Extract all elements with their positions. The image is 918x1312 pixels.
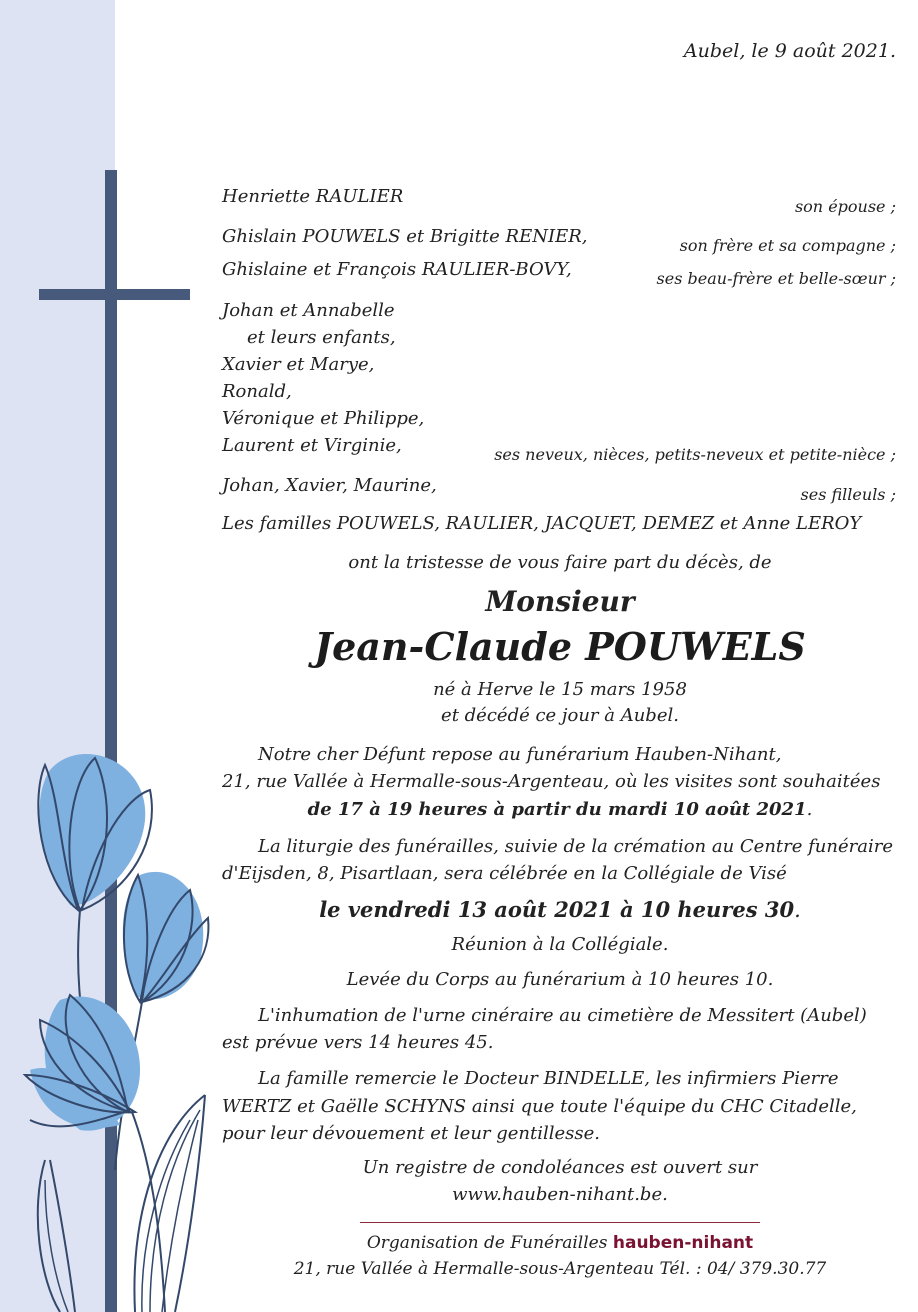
family-relation-brother: son frère et sa compagne ; bbox=[679, 236, 896, 255]
tulip-flowers-illustration bbox=[0, 740, 240, 1312]
nephew-line: et leurs enfants, bbox=[247, 327, 396, 348]
family-name-brother: Ghislain POUWELS et Brigitte RENIER, bbox=[222, 226, 588, 247]
liturgy-paragraph: d'Eijsden, 8, Pisartlaan, sera célébrée en la Collégiale de Visé bbox=[222, 863, 787, 884]
family-name-in-laws: Ghislaine et François RAULIER-BOVY, bbox=[222, 259, 572, 280]
deceased-title: Monsieur bbox=[485, 585, 635, 618]
thanks-paragraph: pour leur dévouement et leur gentillesse. bbox=[222, 1123, 601, 1144]
rest-paragraph: 21, rue Vallée à Hermalle-sous-Argenteau, où les visites sont souhaitées bbox=[222, 771, 881, 792]
period: . bbox=[806, 799, 813, 820]
family-relation-spouse: son épouse ; bbox=[794, 197, 896, 216]
announcement-text: ont la tristesse de vous faire part du décès, de bbox=[348, 552, 772, 573]
cross-bar bbox=[39, 289, 190, 300]
inhumation-paragraph: est prévue vers 14 heures 45. bbox=[222, 1032, 494, 1053]
family-relation-godchildren: ses filleuls ; bbox=[800, 485, 896, 504]
godchildren-names: Johan, Xavier, Maurine, bbox=[222, 475, 437, 496]
nephew-line: Xavier et Marye, bbox=[222, 354, 375, 375]
thanks-paragraph: WERTZ et Gaëlle SCHYNS ainsi que toute l'équipe du CHC Citadelle, bbox=[222, 1096, 857, 1117]
period: . bbox=[794, 898, 801, 922]
liturgy-paragraph: La liturgie des funérailles, suivie de la crémation au Centre funéraire bbox=[258, 836, 893, 857]
rest-paragraph: Notre cher Défunt repose au funérarium Hauben-Nihant, bbox=[258, 744, 782, 765]
leaf-outline bbox=[45, 1180, 68, 1312]
liturgy-date-text: le vendredi 13 août 2021 à 10 heures 30 bbox=[319, 897, 795, 922]
footer-address: 21, rue Vallée à Hermalle-sous-Argenteau Tél. : 04/ 379.30.77 bbox=[293, 1259, 827, 1279]
visit-hours bbox=[222, 799, 898, 821]
leaf-outline bbox=[50, 1160, 75, 1312]
visit-hours-text: de 17 à 19 heures à partir du mardi 10 août 2021 bbox=[307, 799, 807, 820]
deceased-name: Jean-Claude POUWELS bbox=[314, 624, 806, 669]
footer-organisation bbox=[222, 1232, 898, 1254]
inhumation-paragraph: L'inhumation de l'urne cinéraire au cimetière de Messitert (Aubel) bbox=[258, 1005, 867, 1026]
org-label: Organisation de Funérailles bbox=[366, 1233, 608, 1253]
footer-divider bbox=[360, 1222, 760, 1223]
liturgy-date bbox=[222, 897, 898, 923]
meeting-line: Réunion à la Collégiale. bbox=[451, 934, 669, 955]
brand-logo: hauben-nihant bbox=[612, 1233, 754, 1253]
family-relation-in-laws: ses beau-frère et belle-sœur ; bbox=[656, 269, 896, 288]
family-name-spouse: Henriette RAULIER bbox=[222, 186, 404, 207]
thanks-paragraph: La famille remercie le Docteur BINDELLE, les infirmiers Pierre bbox=[258, 1068, 839, 1089]
registry-line: Un registre de condoléances est ouvert sur bbox=[362, 1157, 758, 1178]
nephew-line: Johan et Annabelle bbox=[222, 300, 395, 321]
families-line: Les familles POUWELS, RAULIER, JACQUET, DEMEZ et Anne LEROY bbox=[222, 513, 862, 534]
nephew-line: Ronald, bbox=[222, 381, 292, 402]
family-relation-nephews: ses neveux, nièces, petits-neveux et petite-nièce ; bbox=[494, 445, 896, 464]
birth-line: né à Herve le 15 mars 1958 bbox=[433, 679, 687, 700]
nephew-line: Laurent et Virginie, bbox=[222, 435, 402, 456]
levee-line: Levée du Corps au funérarium à 10 heures 10. bbox=[346, 969, 774, 990]
registry-link[interactable]: www.hauben-nihant.be. bbox=[452, 1184, 668, 1205]
date-line: Aubel, le 9 août 2021. bbox=[683, 40, 896, 62]
nephew-line: Véronique et Philippe, bbox=[222, 408, 425, 429]
death-line: et décédé ce jour à Aubel. bbox=[441, 705, 679, 726]
